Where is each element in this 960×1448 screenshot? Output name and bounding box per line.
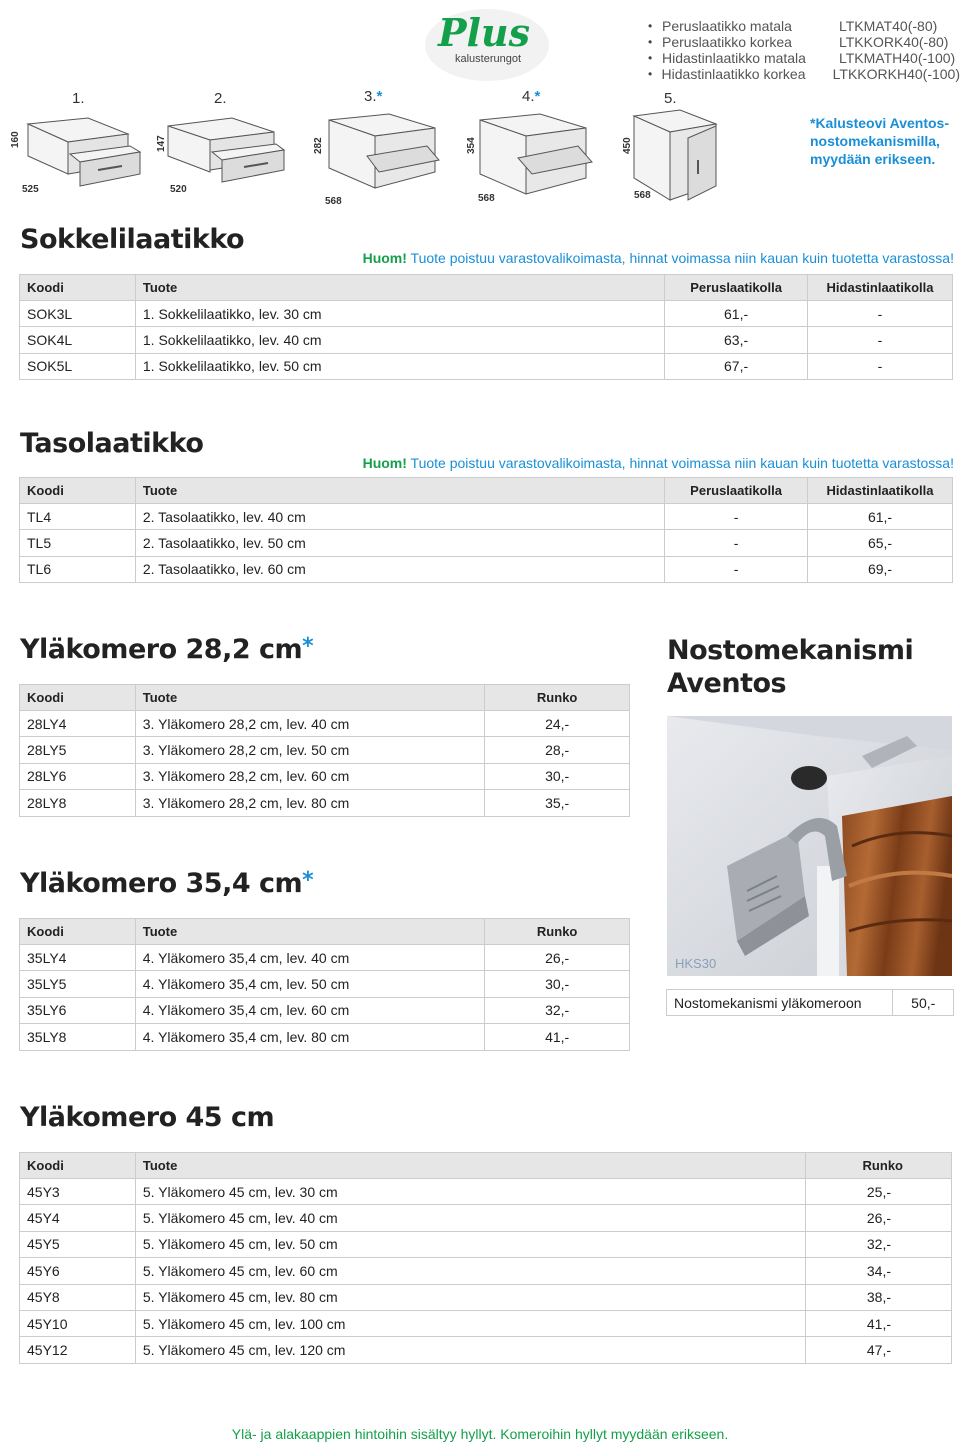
table-row: 28LY5 3. Yläkomero 28,2 cm, lev. 50 cm 28,- [20,737,630,763]
table-ylakomero-45 [19,1152,952,1364]
table-row: 45Y10 5. Yläkomero 45 cm, lev. 100 cm 41,- [20,1310,952,1336]
section-title-nostomekanismi: Nostomekanismi Aventos [667,635,914,699]
table-row: 35LY8 4. Yläkomero 35,4 cm, lev. 80 cm 41,- [20,1024,630,1050]
bullet-icon: • [648,19,653,33]
bullet-icon: • [648,51,653,65]
table-row: 28LY4 3. Yläkomero 28,2 cm, lev. 40 cm 24,- [20,711,630,737]
drawing-ylakomero-282 [305,108,455,208]
table-row: 45Y12 5. Yläkomero 45 cm, lev. 120 cm 47,- [20,1337,952,1363]
list-item: • Peruslaatikko matala LTKMAT40(-80) [648,18,938,34]
table-row: 45Y6 5. Yläkomero 45 cm, lev. 60 cm 34,- [20,1258,952,1284]
table-row: 35LY6 4. Yläkomero 35,4 cm, lev. 60 cm 32,- [20,997,630,1023]
table-header: Koodi Tuote Peruslaatikolla Hidastinlaatikolla [20,478,953,504]
dim-height-3: 282 [313,137,324,154]
drawer-type-list [648,18,960,82]
dim-height-1: 160 [10,131,21,148]
aventos-note: *Kalusteovi Aventos-nostomekanismilla, myydään erikseen. [810,115,949,167]
table-row: 35LY5 4. Yläkomero 35,4 cm, lev. 50 cm 30,- [20,971,630,997]
mechanism-model-label: HKS30 [675,956,717,971]
table-header: Koodi Tuote Runko [20,685,630,711]
section-title-tasolaatikko: Tasolaatikko [20,428,204,459]
table-row: TL4 2. Tasolaatikko, lev. 40 cm - 61,- [20,504,953,530]
product-number-3: 3.* [364,88,383,105]
aventos-mechanism-photo [667,716,952,976]
dim-width-5: 568 [634,190,651,201]
section-title-ylakomero-354: Yläkomero 35,4 cm* [20,868,314,899]
logo-text: Plus [437,10,531,55]
plus-logo [422,6,552,84]
section-title-ylakomero-45: Yläkomero 45 cm [20,1102,275,1133]
dim-width-1: 525 [22,184,39,195]
table-row: TL5 2. Tasolaatikko, lev. 50 cm - 65,- [20,530,953,556]
drawing-ylakomero-45 [612,104,732,208]
dim-width-2: 520 [170,184,187,195]
table-tasolaatikko [19,477,953,583]
list-item: • Hidastinlaatikko korkea LTKKORKH40(-100) [648,66,960,82]
dim-height-2: 147 [156,135,167,152]
table-ylakomero-282 [19,684,630,817]
drawing-sokkelilaatikko [8,112,148,197]
dim-width-3: 568 [325,196,342,207]
stock-notice: Huom! Tuote poistuu varastovalikoimasta, hinnat voimassa niin kauan kuin tuotetta varastossa! [362,250,954,266]
table-row: Nostomekanismi yläkomeroon 50,- [667,990,954,1016]
drawing-ylakomero-354 [458,108,608,208]
section-title-sokkelilaatikko: Sokkelilaatikko [20,224,245,255]
table-header: Koodi Tuote Runko [20,1153,952,1179]
product-number-5: 5. [664,90,677,107]
table-ylakomero-354 [19,918,630,1051]
dim-width-4: 568 [478,193,495,204]
list-item: • Hidastinlaatikko matala LTKMATH40(-100) [648,50,956,66]
table-row: TL6 2. Tasolaatikko, lev. 60 cm - 69,- [20,556,953,582]
table-row: 28LY6 3. Yläkomero 28,2 cm, lev. 60 cm 30,- [20,763,630,789]
bullet-icon: • [648,67,653,81]
table-row: SOK3L 1. Sokkelilaatikko, lev. 30 cm 61,- - [20,301,953,327]
table-row: 45Y8 5. Yläkomero 45 cm, lev. 80 cm 38,- [20,1284,952,1310]
table-row: 45Y3 5. Yläkomero 45 cm, lev. 30 cm 25,- [20,1179,952,1205]
footer-note: Ylä- ja alakaappien hintoihin sisältyy hyllyt. Komeroihin hyllyt myydään erikseen. [231,1426,729,1442]
table-sokkelilaatikko [19,274,953,380]
product-number-2: 2. [214,90,227,107]
table-header: Koodi Tuote Runko [20,919,630,945]
table-row: 28LY8 3. Yläkomero 28,2 cm, lev. 80 cm 35,- [20,790,630,816]
logo-subtext: kalusterungot [454,53,522,65]
product-number-1: 1. [72,90,85,107]
table-row: 45Y5 5. Yläkomero 45 cm, lev. 50 cm 32,- [20,1231,952,1257]
table-row: SOK4L 1. Sokkelilaatikko, lev. 40 cm 63,- - [20,327,953,353]
list-item: • Peruslaatikko korkea LTKKORK40(-80) [648,34,949,50]
product-number-4: 4.* [522,88,541,105]
table-row: 35LY4 4. Yläkomero 35,4 cm, lev. 40 cm 26,- [20,945,630,971]
drawing-tasolaatikko [152,112,292,197]
stock-notice: Huom! Tuote poistuu varastovalikoimasta, hinnat voimassa niin kauan kuin tuotetta varastossa! [362,455,954,471]
table-row: 45Y4 5. Yläkomero 45 cm, lev. 40 cm 26,- [20,1205,952,1231]
bullet-icon: • [648,35,653,49]
section-title-ylakomero-282: Yläkomero 28,2 cm* [20,634,314,665]
table-nostomekanismi [666,989,954,1016]
dim-height-5: 450 [622,137,633,154]
dim-height-4: 354 [466,137,477,154]
table-row: SOK5L 1. Sokkelilaatikko, lev. 50 cm 67,- - [20,353,953,379]
table-header: Koodi Tuote Peruslaatikolla Hidastinlaatikolla [20,275,953,301]
